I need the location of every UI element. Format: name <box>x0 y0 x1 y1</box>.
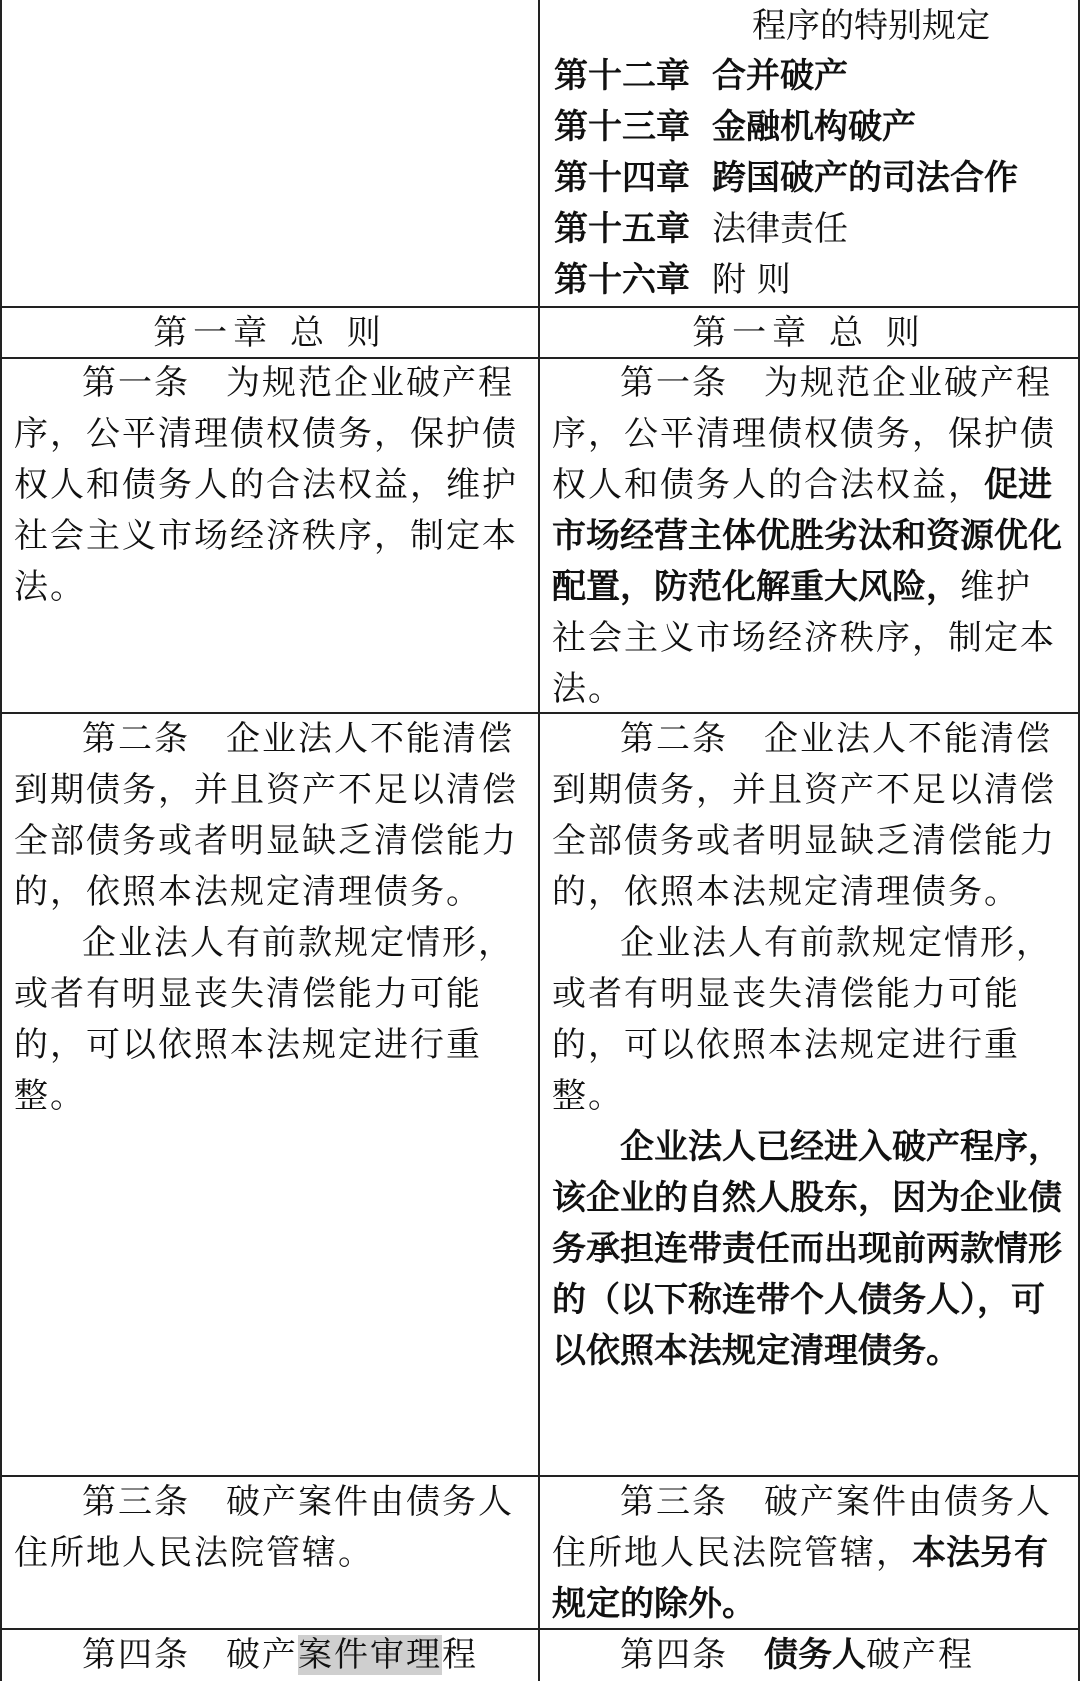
article3-right <box>552 1477 1066 1630</box>
article2-left <box>14 714 526 1122</box>
toc-chapter-title: 合并破产 <box>712 56 848 96</box>
toc-chapter-number: 第十四章 <box>554 158 690 198</box>
article2-right <box>552 714 1066 1377</box>
toc-chapter-title: 法律责任 <box>712 209 848 249</box>
toc-chapter-title: 跨国破产的司法合作 <box>712 158 1018 198</box>
article1-right-added: 促进市场经营主体优胜劣汰和资源优化配置，防范化解重大风险， <box>552 465 1062 607</box>
article3-left <box>14 1477 526 1579</box>
chapter-header-right: 第一章 总 则 <box>692 313 926 353</box>
article1-left <box>14 358 526 613</box>
article4-left-text <box>14 1630 526 1681</box>
article2-right-para3-added: 企业法人已经进入破产程序，该企业的自然人股东，因为企业债务承担连带责任而出现前两款情形的（以下称连带个人债务人），可以依照本法规定清理债务。 <box>552 1127 1062 1371</box>
chapter-header-left: 第一章 总 则 <box>153 313 387 353</box>
article3-right-original: 第三条 破产案件由债务人住所地人民法院管辖， <box>552 1482 1052 1573</box>
article2-left-para2: 企业法人有前款规定情形，或者有明显丧失清偿能力可能的，可以依照本法规定进行重整。 <box>14 923 514 1116</box>
article4-right <box>552 1630 1066 1681</box>
toc-cell <box>540 0 1078 306</box>
article3-right-text <box>552 1477 1066 1630</box>
toc-chapter-title: 附 则 <box>712 260 791 300</box>
article4-right-text <box>552 1630 1066 1681</box>
article2-right-para1: 第二条 企业法人不能清偿到期债务，并且资产不足以清偿全部债务或者明显缺乏清偿能力的，依照本法规定清理债务。 <box>552 719 1056 912</box>
article1-right-original: 第一条 为规范企业破产程序，公平清理债权债务，保护债权人和债务人的合法权益， <box>552 363 1056 505</box>
article4-right-start: 第四条 <box>620 1635 764 1675</box>
article1-right-text <box>552 358 1066 715</box>
article1-right-original-end: 维护社会主义市场经济秩序，制定本法。 <box>552 567 1056 709</box>
toc-chapter-number: 第十二章 <box>554 56 690 96</box>
toc-chapter-number: 第十六章 <box>554 260 690 300</box>
toc-chapter-number: 第十五章 <box>554 209 690 249</box>
toc-chapter-12 <box>554 51 848 102</box>
article1-left-text: 第一条 为规范企业破产程序，公平清理债权债务，保护债权人和债务人的合法权益，维护社会主义市场经济秩序，制定本法。 <box>14 363 518 607</box>
toc-chapter-14 <box>554 153 1018 204</box>
table-border-left <box>0 0 2 1681</box>
article4-left-end: 程 <box>442 1635 478 1675</box>
article4-left <box>14 1630 526 1681</box>
toc-chapter-16 <box>554 255 791 306</box>
article3-left-text: 第三条 破产案件由债务人住所地人民法院管辖。 <box>14 1482 514 1573</box>
toc-chapter-number: 第十三章 <box>554 107 690 147</box>
article2-left-para1: 第二条 企业法人不能清偿到期债务，并且资产不足以清偿全部债务或者明显缺乏清偿能力的，依照本法规定清理债务。 <box>14 719 518 912</box>
article3-right-added: 本法另有规定的除外。 <box>552 1533 1048 1624</box>
article4-left-deleted-highlight: 案件审理 <box>298 1635 442 1675</box>
article4-right-added: 债务人 <box>764 1635 866 1675</box>
article1-right <box>552 358 1066 715</box>
toc-chapter-13 <box>554 102 916 153</box>
toc-chapter-title: 金融机构破产 <box>712 107 916 147</box>
toc-chapter-15 <box>554 204 848 255</box>
toc-continuation: 程序的特别规定 <box>752 6 990 46</box>
article2-right-para2: 企业法人有前款规定情形，或者有明显丧失清偿能力可能的，可以依照本法规定进行重整。 <box>552 923 1052 1116</box>
article4-right-end: 破产程 <box>866 1635 974 1675</box>
article4-left-start: 第四条 破产 <box>82 1635 298 1675</box>
